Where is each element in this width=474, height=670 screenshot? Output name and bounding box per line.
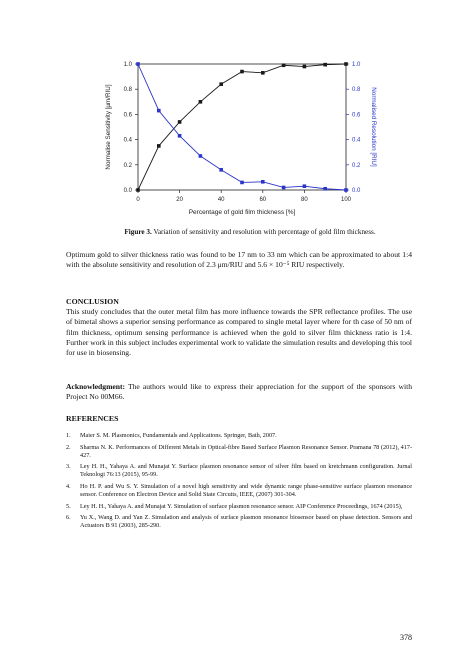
- y-left-tick-label: 0.0: [123, 188, 132, 194]
- x-tick-label: 0: [136, 197, 140, 203]
- reference-item: [66, 444, 412, 460]
- x-axis-label: Percentage of gold film thickness [%]: [188, 209, 296, 216]
- y-left-tick-label: 0.8: [123, 87, 132, 94]
- reference-item: [66, 463, 412, 479]
- y-left-tick-label: 1.0: [123, 62, 132, 68]
- figure-caption-text: Variation of sensitivity and resolution with percentage of gold film thickness.: [151, 228, 376, 236]
- references-heading: REFERENCES: [66, 414, 119, 423]
- acknowledgment-label: Acknowledgment:: [66, 382, 126, 391]
- x-tick-label: 60: [259, 197, 267, 203]
- y-right-axis-label: Normalised Resolution [RIU]: [370, 87, 377, 167]
- figure-label: Figure 3.: [124, 228, 152, 236]
- resolution-data-point: [303, 184, 307, 188]
- resolution-data-point: [323, 187, 327, 191]
- y-right-tick-label: 0.0: [352, 188, 361, 194]
- reference-number: 3.: [66, 463, 71, 471]
- acknowledgment-paragraph: [66, 382, 412, 403]
- reference-item: [66, 514, 412, 530]
- sensitivity-series-line: [138, 64, 346, 190]
- y-right-tick-label: 0.6: [352, 112, 361, 119]
- sensitivity-data-point: [136, 188, 140, 192]
- x-tick-label: 100: [340, 197, 352, 203]
- reference-number: 1.: [66, 432, 71, 439]
- x-tick-label: 80: [301, 197, 308, 203]
- acknowledgment-text: The authors would like to express their appreciation for the support of the sponsors with Project No 00M66.: [66, 382, 412, 402]
- resolution-data-point: [344, 188, 348, 192]
- resolution-data-point: [199, 154, 203, 158]
- references-list: [66, 432, 412, 534]
- sensitivity-data-point: [219, 82, 223, 86]
- reference-text: Yu X., Wang D. and Yan Z. Simulation and analysis of surface plasmon resonance biosensor based on phase detection. Sensors and Actuators B 91 (2003), 285-290.: [80, 514, 412, 530]
- sensitivity-data-point: [261, 71, 265, 75]
- resolution-series-line: [138, 64, 346, 190]
- reference-item: [66, 432, 412, 440]
- reference-text: Ho H. P. and Wu S. Y. Simulation of a novel high sensitivity and wide dynamic range phase-sensitive surface plasmon resonance sensor. Conference on Electron Device and Solid State Circuits, IEEE, (2007) 301-304.: [80, 482, 412, 499]
- resolution-data-point: [178, 134, 182, 138]
- resolution-data-point: [282, 186, 286, 190]
- reference-text: Maier S. M. Plasmonics, Fundamentals and Applications. Springer, Bath, 2007.: [80, 432, 277, 439]
- y-left-tick-label: 0.4: [123, 137, 132, 144]
- sensitivity-data-point: [178, 120, 182, 124]
- conclusion-heading: CONCLUSION: [66, 297, 119, 306]
- resolution-data-point: [261, 180, 265, 184]
- reference-text: Ley H. H., Yahaya A. and Munajat Y. Simulation of surface plasmon resonance sensor. AIP Conference Proceedings, 1674 (2015),: [80, 502, 403, 510]
- reference-number: 5.: [66, 502, 71, 510]
- page-number: 378: [400, 633, 412, 642]
- reference-text: Ley H. H., Yahaya A. and Munajat Y. Surface plasmon resonance sensor of silver film based on kretchmann configuration. Jurnal Teknologi 76:13 (2015), 95-99.: [80, 463, 412, 479]
- y-right-tick-label: 1.0: [352, 62, 361, 68]
- resolution-data-point: [157, 109, 161, 113]
- plot-frame: [138, 64, 346, 190]
- sensitivity-data-point: [240, 70, 244, 74]
- reference-number: 6.: [66, 514, 71, 522]
- resolution-data-point: [136, 62, 140, 66]
- reference-text: Sharma N. K. Performances of Different Metals in Optical-fibre Based Surface Plasmon Resonance Sensor. Pramana 78 (2012), 417-427.: [80, 443, 412, 459]
- sensitivity-data-point: [157, 144, 161, 148]
- y-right-tick-label: 0.4: [352, 137, 361, 144]
- sensitivity-data-point: [323, 63, 327, 67]
- y-right-tick-label: 0.8: [352, 87, 361, 94]
- resolution-data-point: [219, 168, 223, 172]
- reference-number: 4.: [66, 482, 71, 490]
- reference-item: [66, 483, 412, 499]
- figure-caption: [70, 228, 430, 236]
- x-tick-label: 40: [217, 197, 225, 203]
- x-tick-label: 20: [176, 197, 183, 203]
- y-left-axis-label: Normalise Sensitivity [µm/RIU]: [105, 84, 112, 170]
- sensitivity-data-point: [199, 100, 203, 104]
- y-left-tick-label: 0.2: [123, 162, 132, 169]
- y-left-tick-label: 0.6: [123, 112, 132, 119]
- sensitivity-data-point: [282, 63, 286, 67]
- results-paragraph: Optimum gold to silver thickness ratio was found to be 17 nm to 33 nm which can be approximated to about 1:4 with the absolute sensitivity and resolution of 2.3 μm/RIU and 5.6 × 10⁻⁵ RIU respectively.: [66, 250, 412, 270]
- reference-number: 2.: [66, 443, 71, 451]
- sensitivity-data-point: [303, 65, 307, 69]
- reference-item: [66, 503, 412, 511]
- sensitivity-data-point: [344, 62, 348, 66]
- conclusion-paragraph: This study concludes that the outer metal film has more influence towards the SPR reflectance profiles. The use of bimetal shows a superior sensing performance as compared to single metal layer where for th case of 50 nm of film thickness, optimum sensing performance is achieved when the gold to silver film thickness ratio is 1:4. Further work in this subject includes experimental work to validate the simulation results and developing this tool for use in biosensing.: [66, 307, 412, 358]
- resolution-data-point: [240, 181, 244, 185]
- y-right-tick-label: 0.2: [352, 162, 361, 169]
- figure-3-chart: [96, 50, 396, 220]
